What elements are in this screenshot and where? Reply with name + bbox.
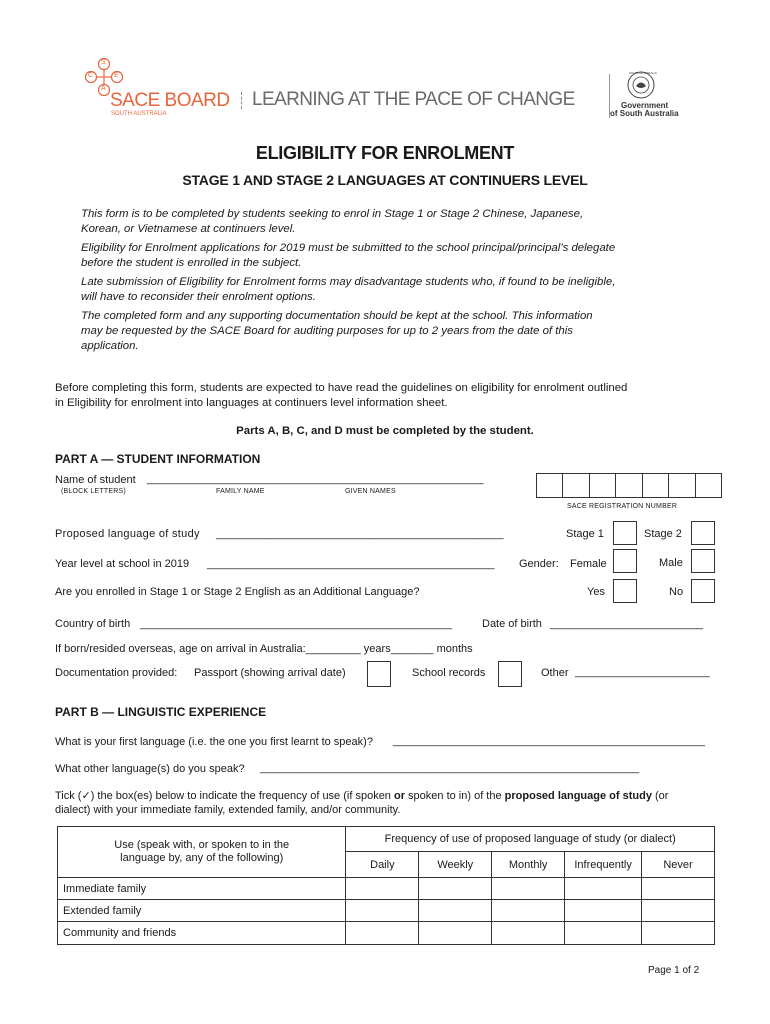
tick-instruction-l1: [55, 789, 735, 803]
given-names-label: GIVEN NAMES: [345, 488, 396, 495]
logo-divider: [241, 92, 243, 109]
tagline: LEARNING AT THE PACE OF CHANGE: [252, 89, 575, 110]
stage2-label: Stage 2: [644, 528, 682, 540]
intro-p2-l2: before the student is enrolled in the subject.: [81, 257, 302, 269]
before-text: [55, 381, 735, 411]
gov-line-2: of South Australia: [610, 109, 679, 118]
dob-label: Date of birth: [482, 618, 542, 630]
cell-checkbox[interactable]: [565, 878, 642, 900]
no-label: No: [669, 586, 684, 598]
doc-label: Documentation provided:: [55, 667, 178, 679]
gender-label: Gender:: [519, 558, 559, 570]
cell-checkbox[interactable]: [492, 900, 565, 922]
stage1-checkbox[interactable]: [613, 521, 637, 545]
row-immediate-family: Immediate family: [58, 878, 346, 900]
other-languages-input[interactable]: ______________________________________________________________: [260, 762, 640, 774]
cell-checkbox[interactable]: [419, 878, 492, 900]
intro-p4-l1: The completed form and any supporting documentation should be kept at the school. This information: [81, 310, 593, 322]
family-name-label: FAMILY NAME: [216, 488, 265, 495]
cell-checkbox[interactable]: [492, 878, 565, 900]
passport-label: Passport (showing arrival date): [194, 667, 346, 679]
row-extended-family: Extended family: [58, 900, 346, 922]
row-community-friends: Community and friends: [58, 922, 346, 945]
cell-checkbox[interactable]: [346, 878, 419, 900]
language-label: Proposed language of study: [55, 528, 200, 540]
cell-checkbox[interactable]: [642, 900, 715, 922]
logo-main-text: SACE BOARD: [110, 90, 230, 111]
use-header: [58, 827, 346, 878]
cell-checkbox[interactable]: [565, 900, 642, 922]
page-subtitle: STAGE 1 AND STAGE 2 LANGUAGES AT CONTINUERS LEVEL: [182, 172, 588, 188]
reg-digit-box[interactable]: [590, 474, 616, 497]
table-row: [58, 878, 715, 900]
crest-text: SOUTH AUSTRALIA: [629, 71, 657, 75]
name-input[interactable]: _______________________________________________________: [147, 473, 484, 485]
intro-p4-l3: application.: [81, 340, 139, 352]
col-infrequently: Infrequently: [565, 852, 642, 878]
logo-sub-text: SOUTH AUSTRALIA: [111, 111, 167, 117]
reg-digit-box[interactable]: [669, 474, 695, 497]
other-input[interactable]: ______________________: [575, 666, 710, 678]
before-l1: Before completing this form, students are expected to have read the guidelines on eligibility for enrolment outlined: [55, 382, 628, 394]
dob-input[interactable]: _________________________: [550, 618, 703, 630]
intro-p3-l2: will have to reconsider their enrolment options.: [81, 291, 316, 303]
logo-letter-c: C: [88, 72, 94, 79]
freq-header: Frequency of use of proposed language of study (or dialect): [346, 827, 715, 852]
sace-logo: [82, 58, 242, 120]
female-checkbox[interactable]: [613, 549, 637, 573]
cell-checkbox[interactable]: [346, 922, 419, 945]
col-monthly: Monthly: [492, 852, 565, 878]
page-number: Page 1 of 2: [648, 965, 700, 976]
block-letters-label: (BLOCK LETTERS): [61, 488, 126, 495]
table-row: [58, 900, 715, 922]
table-row: [58, 922, 715, 945]
stage2-checkbox[interactable]: [691, 521, 715, 545]
intro-p3-l1: Late submission of Eligibility for Enrolment forms may disadvantage students who, if found to be ineligible,: [81, 276, 616, 288]
intro-p1-l1: This form is to be completed by students seeking to enrol in Stage 1 or Stage 2 Chinese, Japanese,: [81, 208, 584, 220]
tick-pre: Tick (: [55, 790, 82, 802]
frequency-table: [57, 826, 715, 945]
cell-checkbox[interactable]: [346, 900, 419, 922]
name-label: Name of student: [55, 474, 136, 486]
tick-bold: proposed language of study: [504, 790, 652, 802]
parts-note: Parts A, B, C, and D must be completed by the student.: [236, 425, 534, 437]
language-input[interactable]: _______________________________________________: [216, 528, 504, 540]
female-label: Female: [570, 558, 607, 570]
sace-reg-label: SACE REGISTRATION NUMBER: [567, 503, 678, 510]
country-input[interactable]: ___________________________________________________: [140, 618, 453, 630]
eal-question: Are you enrolled in Stage 1 or Stage 2 English as an Additional Language?: [55, 586, 420, 598]
yes-label: Yes: [587, 586, 605, 598]
tick-mark-icon: ✓: [81, 790, 91, 802]
overseas-arrival-line[interactable]: If born/resided overseas, age on arrival in Australia:_________ years_______ months: [55, 643, 473, 655]
sace-registration-boxes[interactable]: [536, 473, 722, 498]
tick-instruction: [55, 789, 735, 817]
intro: [81, 207, 731, 354]
use-header-l2: language by, any of the following): [120, 852, 284, 864]
tick-mid2: spoken to in) of the: [404, 790, 505, 802]
first-language-label: What is your first language (i.e. the one you first learnt to speak)?: [55, 736, 373, 748]
logo-letter-e: E: [114, 72, 119, 79]
col-never: Never: [642, 852, 715, 878]
male-label: Male: [659, 557, 683, 569]
cell-checkbox[interactable]: [492, 922, 565, 945]
reg-digit-box[interactable]: [696, 474, 721, 497]
other-languages-label: What other language(s) do you speak?: [55, 763, 245, 775]
part-b-heading: PART B — LINGUISTIC EXPERIENCE: [55, 705, 267, 719]
intro-p1-l2: Korean, or Vietnamese at continuers level.: [81, 223, 296, 235]
reg-digit-box[interactable]: [643, 474, 669, 497]
tick-instruction-l2: dialect) with your immediate family, extended family, and/or community.: [55, 804, 401, 816]
school-records-checkbox[interactable]: [498, 661, 522, 687]
tick-end: (or: [651, 790, 669, 802]
col-weekly: Weekly: [419, 852, 492, 878]
cell-checkbox[interactable]: [642, 922, 715, 945]
cell-checkbox[interactable]: [419, 900, 492, 922]
cell-checkbox[interactable]: [642, 878, 715, 900]
passport-checkbox[interactable]: [367, 661, 391, 687]
col-daily: Daily: [346, 852, 419, 878]
before-l2: in Eligibility for enrolment into languages at continuers level information sheet.: [55, 397, 448, 409]
cell-checkbox[interactable]: [419, 922, 492, 945]
intro-p2-l1: Eligibility for Enrolment applications for 2019 must be submitted to the school principal/principal’s delegate: [81, 242, 616, 254]
part-a-heading: PART A — STUDENT INFORMATION: [55, 452, 261, 466]
reg-digit-box[interactable]: [563, 474, 589, 497]
cell-checkbox[interactable]: [565, 922, 642, 945]
intro-p4-l2: may be requested by the SACE Board for auditing purposes for up to 2 years from the date of this: [81, 325, 573, 337]
stage1-label: Stage 1: [566, 528, 604, 540]
no-checkbox[interactable]: [691, 579, 715, 603]
reg-digit-box[interactable]: [616, 474, 642, 497]
school-records-label: School records: [412, 667, 486, 679]
tick-or: or: [393, 790, 405, 802]
gov-line-1: Government: [621, 101, 669, 110]
logo-letter-a: A: [101, 85, 106, 92]
tick-mid: ) the box(es) below to indicate the frequency of use (if spoken: [90, 790, 394, 802]
use-header-l1: Use (speak with, or spoken to in the: [114, 839, 290, 851]
year-label: Year level at school in 2019: [55, 558, 190, 570]
page-title: ELIGIBILITY FOR ENROLMENT: [255, 143, 515, 163]
first-language-input[interactable]: ___________________________________________________: [393, 735, 706, 747]
country-label: Country of birth: [55, 618, 131, 630]
male-checkbox[interactable]: [691, 549, 715, 573]
logo-letter-s: S: [101, 59, 106, 66]
yes-checkbox[interactable]: [613, 579, 637, 603]
other-label: Other: [541, 667, 569, 679]
reg-digit-box[interactable]: [537, 474, 563, 497]
year-input[interactable]: _______________________________________________: [207, 558, 495, 570]
